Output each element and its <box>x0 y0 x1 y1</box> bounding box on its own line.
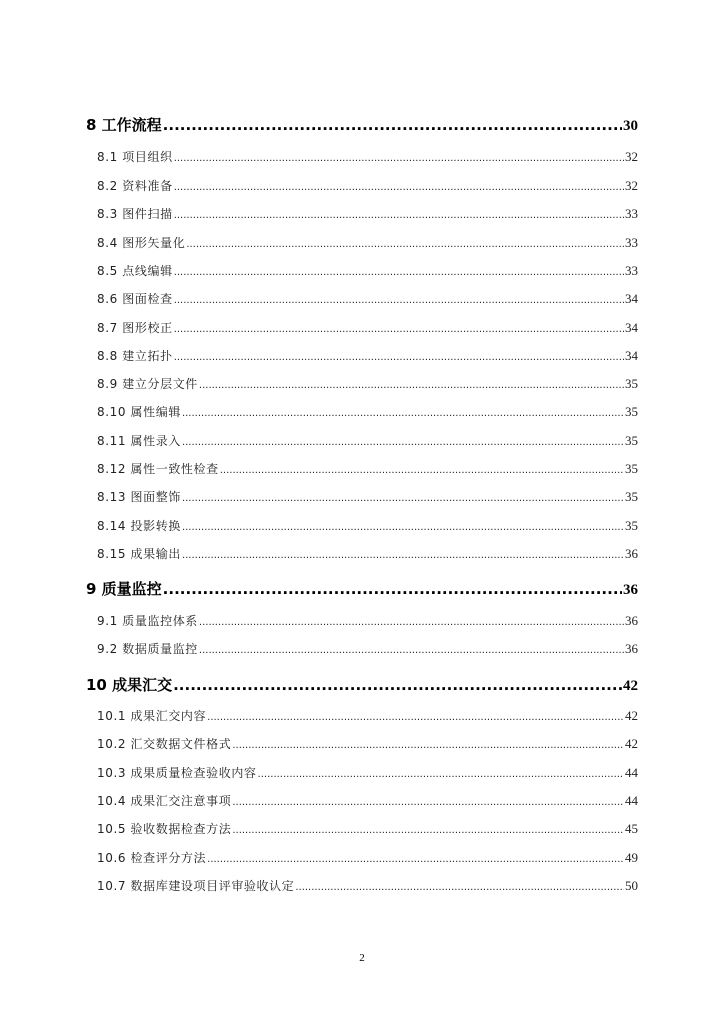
toc-entry-label: 8.5 点线编辑 <box>97 264 173 278</box>
toc-entry-page: 35 <box>625 489 638 504</box>
toc-entry-label: 8 工作流程 <box>86 116 162 134</box>
dot-leader <box>174 267 624 278</box>
dot-leader <box>258 769 624 780</box>
toc-entry-label: 8.2 资料准备 <box>97 179 173 193</box>
toc-entry-section[interactable] <box>86 735 638 752</box>
toc-entry-section[interactable] <box>86 347 638 364</box>
toc-entry-section[interactable] <box>86 234 638 251</box>
dot-leader <box>232 740 624 751</box>
toc-entry-label: 8.3 图件扫描 <box>97 207 173 221</box>
dot-leader <box>174 210 624 221</box>
dot-leader <box>199 380 624 391</box>
toc-entry-label: 10 成果汇交 <box>86 676 173 694</box>
dot-leader <box>174 352 624 363</box>
toc-entry-label: 10.1 成果汇交内容 <box>97 709 207 723</box>
dot-leader <box>182 408 624 419</box>
dot-leader <box>182 437 624 448</box>
toc-entry-section[interactable] <box>86 764 638 781</box>
toc-entry-label: 8.9 建立分层文件 <box>97 377 198 391</box>
toc-entry-page: 36 <box>625 546 638 561</box>
dot-leader <box>207 854 624 865</box>
toc-entry-section[interactable] <box>86 460 638 477</box>
dot-leader <box>163 116 622 134</box>
toc-entry-page: 42 <box>623 678 638 694</box>
toc-entry-section[interactable] <box>86 545 638 562</box>
dot-leader <box>182 550 624 561</box>
toc-entry-section[interactable] <box>86 262 638 279</box>
toc-entry-page: 34 <box>625 320 638 335</box>
dot-leader <box>173 676 622 694</box>
toc-entry-section[interactable] <box>86 517 638 534</box>
dot-leader <box>220 465 624 476</box>
toc-entry-section[interactable] <box>86 707 638 724</box>
toc-entry-label: 9.1 质量监控体系 <box>97 614 198 628</box>
toc-entry-page: 35 <box>625 376 638 391</box>
toc-entry-label: 8.14 投影转换 <box>97 519 181 533</box>
toc-entry-section[interactable] <box>86 612 638 629</box>
toc-entry-label: 10.6 检查评分方法 <box>97 851 207 865</box>
dot-leader <box>232 797 624 808</box>
toc-entry-page: 34 <box>625 348 638 363</box>
toc-entry-chapter-8[interactable] <box>86 114 638 135</box>
toc-entry-section[interactable] <box>86 820 638 837</box>
toc-entry-section[interactable] <box>86 375 638 392</box>
toc-entry-section[interactable] <box>86 877 638 894</box>
toc-entry-label: 8.11 属性录入 <box>97 434 181 448</box>
toc-entry-page: 32 <box>625 178 638 193</box>
toc-entry-page: 33 <box>625 235 638 250</box>
toc-entry-section[interactable] <box>86 177 638 194</box>
toc-entry-section[interactable] <box>86 148 638 165</box>
toc-entry-label: 8.15 成果输出 <box>97 547 181 561</box>
dot-leader <box>295 882 624 893</box>
toc-entry-page: 44 <box>625 793 638 808</box>
toc-entry-label: 8.6 图面检查 <box>97 292 173 306</box>
dot-leader <box>232 825 624 836</box>
dot-leader <box>174 324 624 335</box>
toc-entry-page: 44 <box>625 765 638 780</box>
toc-entry-page: 42 <box>625 736 638 751</box>
dot-leader <box>199 617 624 628</box>
toc-entry-page: 35 <box>625 518 638 533</box>
toc-entry-section[interactable] <box>86 849 638 866</box>
toc-entry-label: 9 质量监控 <box>86 580 162 598</box>
toc-entry-page: 36 <box>625 641 638 656</box>
toc-entry-page: 33 <box>625 263 638 278</box>
dot-leader <box>199 645 624 656</box>
dot-leader <box>174 295 624 306</box>
toc-entry-label: 9.2 数据质量监控 <box>97 642 198 656</box>
toc-entry-label: 10.3 成果质量检查验收内容 <box>97 766 257 780</box>
toc-entry-page: 30 <box>623 118 638 134</box>
toc-entry-page: 45 <box>625 821 638 836</box>
dot-leader <box>182 522 624 533</box>
toc-entry-section[interactable] <box>86 488 638 505</box>
dot-leader <box>174 182 624 193</box>
toc-entry-section[interactable] <box>86 432 638 449</box>
toc-entry-label: 8.13 图面整饰 <box>97 490 181 504</box>
toc-entry-label: 8.8 建立拓扑 <box>97 349 173 363</box>
toc-entry-section[interactable] <box>86 792 638 809</box>
toc-entry-page: 32 <box>625 149 638 164</box>
toc-entry-label: 10.4 成果汇交注意事项 <box>97 794 232 808</box>
toc-entry-section[interactable] <box>86 205 638 222</box>
toc-entry-section[interactable] <box>86 319 638 336</box>
toc-entry-chapter-9[interactable] <box>86 578 638 599</box>
toc-entry-label: 10.5 验收数据检查方法 <box>97 822 232 836</box>
toc-entry-page: 50 <box>625 878 638 893</box>
toc-entry-page: 33 <box>625 206 638 221</box>
toc-entry-label: 8.10 属性编辑 <box>97 405 181 419</box>
toc-entry-label: 8.1 项目组织 <box>97 150 173 164</box>
dot-leader <box>174 153 624 164</box>
toc-entry-page: 35 <box>625 461 638 476</box>
toc-entry-section[interactable] <box>86 290 638 307</box>
toc-entry-page: 49 <box>625 850 638 865</box>
toc-entry-chapter-10[interactable] <box>86 674 638 695</box>
toc-entry-section[interactable] <box>86 403 638 420</box>
toc-entry-page: 34 <box>625 291 638 306</box>
toc-entry-label: 8.4 图形矢量化 <box>97 236 186 250</box>
toc-entry-page: 35 <box>625 433 638 448</box>
toc-entry-label: 10.7 数据库建设项目评审验收认定 <box>97 879 295 893</box>
toc-entry-page: 35 <box>625 404 638 419</box>
toc-entry-page: 42 <box>625 708 638 723</box>
toc-entry-label: 8.7 图形校正 <box>97 321 173 335</box>
dot-leader <box>186 239 624 250</box>
page-number: 2 <box>359 952 365 964</box>
toc-entry-section[interactable] <box>86 640 638 657</box>
toc-entry-page: 36 <box>623 582 638 598</box>
toc-entry-label: 8.12 属性一致性检查 <box>97 462 219 476</box>
dot-leader <box>207 712 624 723</box>
toc-entry-label: 10.2 汇交数据文件格式 <box>97 737 232 751</box>
toc-entry-page: 36 <box>625 613 638 628</box>
dot-leader <box>163 580 622 598</box>
dot-leader <box>182 493 624 504</box>
